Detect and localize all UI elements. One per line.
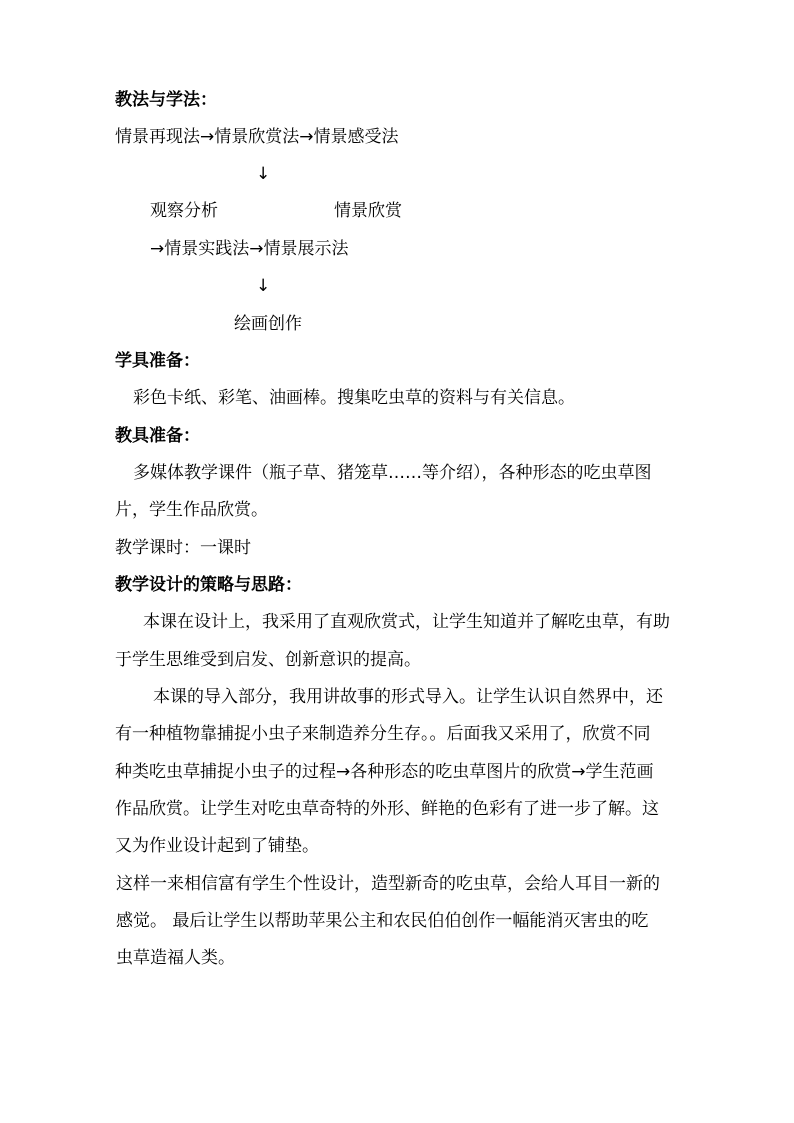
- strategy-paragraph-line: 感觉。 最后让学生以帮助苹果公主和农民伯伯创作一幅能消灭害虫的吃: [116, 911, 649, 931]
- strategy-paragraph-line: 本课的导入部分，我用讲故事的形式导入。让学生认识自然界中，还: [153, 687, 663, 707]
- strategy-paragraph-line: 作品欣赏。让学生对吃虫草奇特的外形、鲜艳的色彩有了进一步了解。这: [115, 799, 659, 819]
- scene-appreciation-label: 情景欣赏: [334, 201, 402, 221]
- strategy-paragraph-line: 这样一来相信富有学生个性设计，造型新奇的吃虫草，会给人耳目一新的: [116, 874, 660, 894]
- teacher-tools-text-line: 多媒体教学课件（瓶子草、猪笼草……等介绍），各种形态的吃虫草图: [133, 463, 652, 483]
- observe-analysis-label: 观察分析: [150, 201, 218, 221]
- strategy-heading: 教学设计的策略与思路：: [115, 575, 302, 595]
- strategy-paragraph-line: 于学生思维受到启发、创新意识的提高。: [115, 650, 421, 670]
- strategy-paragraph-line: 有一种植物靠捕捉小虫子来制造养分生存。。后面我又采用了，欣赏不同: [115, 724, 651, 744]
- arrow-down-icon: ↓: [256, 164, 271, 184]
- arrow-down-icon: ↓: [256, 276, 271, 296]
- methods-flow-row-1: 情景再现法→情景欣赏法→情景感受法: [115, 127, 399, 147]
- teacher-tools-text-line: 片，学生作品欣赏。: [115, 500, 268, 520]
- strategy-paragraph-line: 又为作业设计起到了铺垫。: [115, 836, 319, 856]
- student-tools-text: 彩色卡纸、彩笔、油画棒。搜集吃虫草的资料与有关信息。: [133, 388, 575, 408]
- strategy-paragraph-line: 虫草造福人类。: [116, 948, 235, 968]
- teacher-tools-heading: 教具准备：: [115, 426, 200, 446]
- student-tools-heading: 学具准备：: [115, 351, 200, 371]
- strategy-paragraph-line: 本课在设计上，我采用了直观欣赏式，让学生知道并了解吃虫草，有助: [143, 612, 670, 632]
- methods-heading: 教法与学法：: [115, 90, 217, 110]
- painting-creation-label: 绘画创作: [234, 314, 302, 334]
- methods-flow-row-2: →情景实践法→情景展示法: [150, 239, 349, 259]
- strategy-paragraph-line: 种类吃虫草捕捉小虫子的过程→各种形态的吃虫草图片的欣赏→学生范画: [115, 762, 654, 782]
- teaching-hours-text: 教学课时：一课时: [115, 538, 251, 558]
